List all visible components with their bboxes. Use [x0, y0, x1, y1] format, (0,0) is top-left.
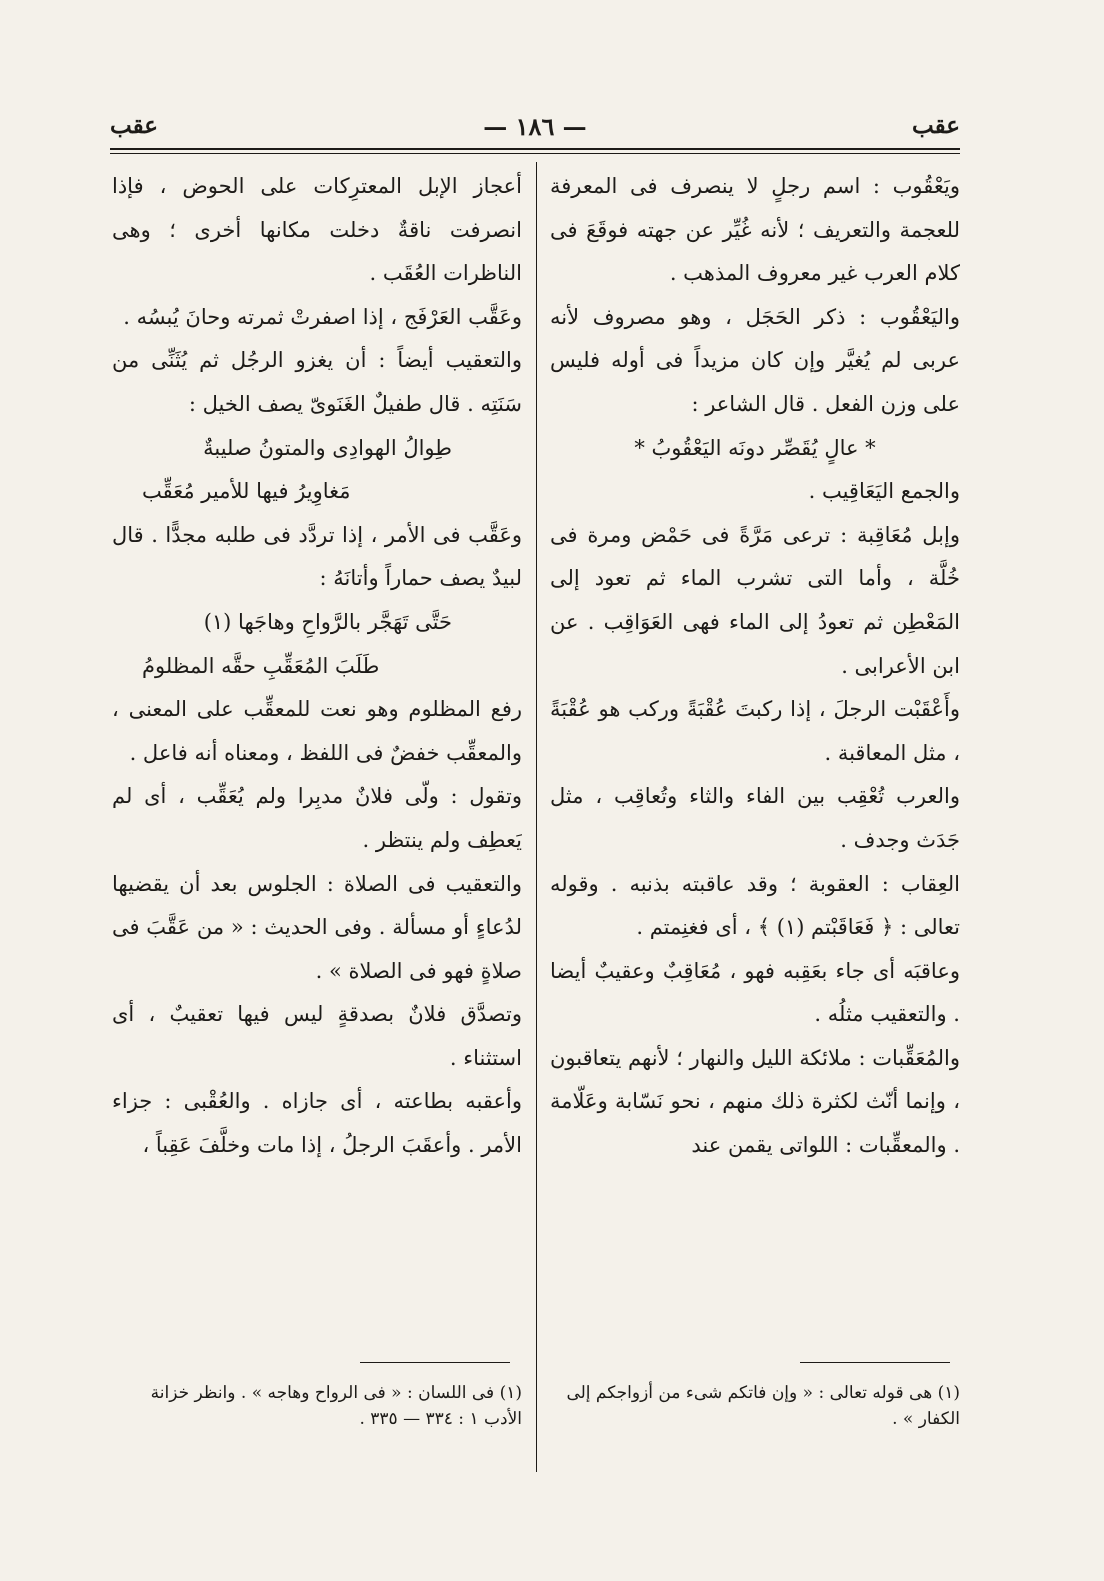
footnote-rule-right — [800, 1362, 950, 1363]
paragraph: رفع المظلوم وهو نعت للمعقِّب على المعنى ، والمعقِّب خفضٌ فى اللفظ ، ومعناه أنه فاعل . — [112, 697, 522, 765]
header-rule — [110, 148, 960, 150]
footnote-right: (١) هى قوله تعالى : « وإن فاتكم شىء من أزواجكم إلى الكفار » . — [566, 1383, 960, 1429]
verse-line: * عالٍ يُقَصِّر دونَه اليَعْقُوبُ * — [634, 435, 876, 460]
paragraph: أعجاز الإبل المعترِكات على الحوض ، فإذا انصرفت ناقةٌ دخلت مكانها أخرى ؛ وهى الناظرات العُقَب . — [112, 174, 522, 286]
paragraph: وإبل مُعَاقِبة : ترعى مَرَّةً فى حَمْض ومرة فى خُلَّة ، وأما التى تشرب الماء ثم تعود إلى المَعْطِن ثم تعودُ إلى الماء فهى العَوَاقِب . عن ابن الأعرابى . — [550, 522, 960, 678]
paragraph: واليَعْقُوب : ذكر الحَجَل ، وهو مصروف لأنه عربى لم يُغيَّر وإن كان مزيداً فى أوله فليس على وزن الفعل . قال الشاعر : — [550, 304, 960, 416]
column-divider — [536, 162, 537, 1472]
footnote-left: (١) فى اللسان : « فى الرواح وهاجه » . وانظر خزانة الأدب ١ : ٣٣٤ — ٣٣٥ . — [150, 1383, 522, 1429]
header-keyword-left: عقب — [110, 112, 158, 139]
paragraph: وأعقبه بطاعته ، أى جازاه . والعُقْبى : جزاء الأمر . وأعقَبَ الرجلُ ، إذا مات وخلَّفَ عَقِباً ، — [112, 1089, 522, 1158]
verse-line: طَلَبَ المُعَقِّبِ حقَّه المظلومُ — [142, 653, 380, 678]
header-keyword-right: عقب — [912, 112, 960, 139]
footnote-rule-left — [360, 1362, 510, 1363]
paragraph: وأَعْقَبْت الرجلَ ، إذا ركبتَ عُقْبَةً وركب هو عُقْبَةً ، مثل المعاقبة . — [550, 697, 960, 765]
page-number: — ١٨٦ — — [483, 112, 587, 141]
right-column — [550, 165, 960, 1355]
paragraph: والمُعَقِّبات : ملائكة الليل والنهار ؛ لأنهم يتعاقبون ، وإنما أنّث لكثرة ذلك منهم ، نحو نَسّابة وعَلّامة . والمعقِّبات : اللواتى يقمن عند — [550, 1045, 960, 1158]
paragraph: والعرب تُعْقِب بين الفاء والثاء وتُعاقِب ، مثل جَدَث وجدف . — [550, 784, 960, 852]
paragraph: والتعقيب فى الصلاة : الجلوس بعد أن يقضيها لدُعاءٍ أو مسألة . وفى الحديث : « من عَقَّبَ فى صلاةٍ فهو فى الصلاة » . — [112, 871, 522, 983]
paragraph: والتعقيب أيضاً : أن يغزو الرجُل ثم يُثَنِّى من سَنَتِه . قال طفيلٌ الغَنَوىّ يصف الخيل : — [112, 348, 522, 416]
paragraph: والجمع اليَعَاقِيب . — [808, 479, 960, 504]
paragraph: وعاقبَه أى جاء بعَقِبه فهو ، مُعَاقِبٌ وعقيبٌ أيضا . والتعقيب مثلُه . — [550, 958, 960, 1027]
verse-line: مَغاوِيرُ فيها للأمير مُعَقِّب — [142, 479, 351, 504]
paragraph: ويَعْقُوب : اسم رجلٍ لا ينصرف فى المعرفة للعجمة والتعريف ؛ لأنه غُيِّر عن جهته فوقَعَ فى كلام العرب غير معروف المذهب . — [550, 174, 960, 286]
page-header — [110, 112, 960, 148]
paragraph: وعَقَّب العَرْفَج ، إذا اصفرتْ ثمرته وحانَ يُبسُه . — [123, 304, 522, 329]
paragraph: العِقاب : العقوبة ؛ وقد عاقبته بذنبه . وقوله تعالى : ﴿ فَعَاقَبْتم (١) ﴾ ، أى فغنِمتم . — [550, 871, 960, 940]
verse-line: طِوالُ الهوادِى والمتونُ صليبةٌ — [203, 435, 452, 460]
paragraph: وعَقَّب فى الأمر ، إذا تردَّد فى طلبه مجدًّا . قال لبيدٌ يصف حماراً وأتانَهُ : — [112, 522, 522, 591]
left-column — [112, 165, 522, 1355]
paragraph: وتصدَّق فلانٌ بصدقةٍ ليس فيها تعقيبٌ ، أى استثناء . — [112, 1002, 522, 1070]
verse-line: حَتَّى تَهَجَّر بالرَّواحِ وهاجَها (١) — [203, 609, 452, 634]
header-rule-thin — [110, 153, 960, 154]
paragraph: وتقول : ولّى فلانٌ مدبِرا ولم يُعَقِّب ، أى لم يَعطِف ولم ينتظر . — [112, 784, 522, 852]
